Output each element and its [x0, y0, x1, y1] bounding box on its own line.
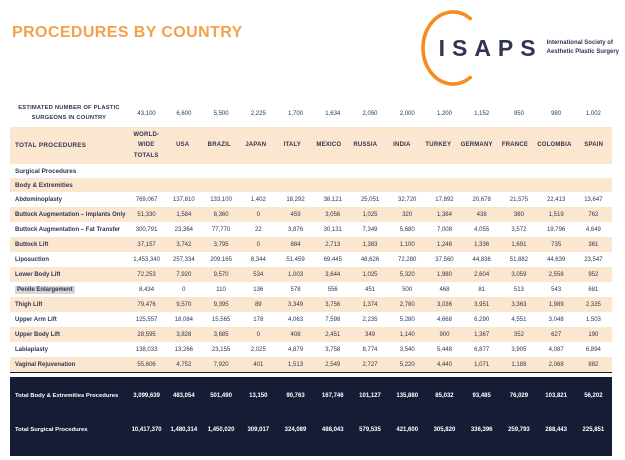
total-cell-value: 1,450,020: [207, 427, 235, 433]
surgeon-count-cell: 1,002: [585, 110, 601, 117]
cell-value: 25,051: [360, 196, 380, 203]
cell-value: 19,796: [546, 226, 566, 233]
surgeon-count-cell: 1,634: [325, 110, 341, 117]
cell-value: 2,604: [474, 271, 490, 278]
cell-value: 468: [439, 286, 450, 293]
cell-value: 6,877: [474, 346, 490, 353]
cell-value: 884: [290, 241, 301, 248]
cell-value: 543: [551, 286, 562, 293]
column-header: JAPAN: [245, 142, 267, 149]
row-label: Buttock Augmentation – Implants Only: [15, 211, 126, 218]
surgeon-count-cell: 950: [513, 110, 524, 117]
surgeon-count-cell: 2,225: [250, 110, 266, 117]
total-cell-value: 10,417,370: [131, 427, 162, 433]
column-header: BRAZIL: [207, 142, 231, 149]
cell-value: 9,570: [213, 271, 229, 278]
surgeon-count-cell: 5,500: [213, 110, 229, 117]
total-cell-value: 579,535: [359, 427, 381, 433]
cell-value: 1,980: [436, 271, 452, 278]
cell-value: 4,649: [585, 226, 601, 233]
cell-value: 32,720: [398, 196, 417, 203]
cell-value: 1,513: [288, 361, 304, 368]
cell-value: 3,056: [325, 211, 341, 218]
cell-value: 8,344: [250, 256, 266, 263]
surgeon-count-cell: 980: [551, 110, 562, 117]
column-header: MEXICO: [316, 142, 342, 149]
cell-value: 3,905: [511, 346, 527, 353]
total-cell-value: 501,490: [210, 393, 232, 399]
cell-value: 1,503: [585, 316, 601, 323]
cell-value: 4,752: [176, 361, 192, 368]
cell-value: 13,266: [174, 346, 194, 353]
cell-value: 190: [588, 331, 599, 338]
cell-value: 3,876: [288, 226, 304, 233]
cell-value: 361: [588, 241, 599, 248]
cell-value: 44,639: [546, 256, 566, 263]
cell-value: 762: [588, 211, 599, 218]
cell-value: 3,828: [176, 331, 192, 338]
cell-value: 627: [551, 331, 562, 338]
cell-value: 3,951: [474, 301, 490, 308]
row-label: Thigh Lift: [15, 301, 43, 308]
cell-value: 110: [216, 286, 226, 293]
column-header: COLOMBIA: [537, 142, 572, 149]
cell-value: 37,560: [435, 256, 454, 263]
cell-value: 133,100: [210, 196, 232, 203]
cell-value: 513: [513, 286, 524, 293]
section-label: Body & Extremities: [15, 181, 73, 189]
cell-value: 137,810: [172, 196, 195, 203]
table-row: [10, 282, 612, 297]
cell-value: 30,131: [323, 226, 342, 233]
table-row: [10, 207, 612, 222]
cell-value: 125,557: [135, 316, 158, 323]
table-row: [10, 297, 612, 312]
cell-value: 48,626: [360, 256, 380, 263]
cell-value: 37,157: [137, 241, 156, 248]
cell-value: 2,068: [548, 361, 564, 368]
cell-value: 20,678: [472, 196, 491, 203]
cell-value: 72,280: [398, 256, 417, 263]
cell-value: 735: [551, 241, 562, 248]
cell-value: 21,575: [509, 196, 529, 203]
cell-value: 6,894: [585, 346, 601, 353]
cell-value: 352: [513, 331, 524, 338]
procedures-table: [10, 100, 612, 456]
cell-value: 51,882: [509, 256, 529, 263]
cell-value: 681: [588, 286, 599, 293]
cell-value: 51,330: [137, 211, 156, 218]
logo-tagline-line2: Aesthetic Plastic Surgery: [546, 49, 619, 55]
page-title: PROCEDURES BY COUNTRY: [12, 24, 243, 41]
cell-value: 13,647: [584, 196, 603, 203]
total-cell-value: 288,443: [545, 427, 567, 433]
cell-value: 900: [439, 331, 450, 338]
cell-value: 3,758: [325, 346, 341, 353]
cell-value: 28,595: [137, 331, 156, 338]
cell-value: 9,395: [213, 301, 229, 308]
cell-value: 8,434: [139, 286, 155, 293]
surgeon-count-cell: 6,600: [176, 110, 192, 117]
cell-value: 3,540: [399, 346, 415, 353]
column-header: SPAIN: [584, 142, 604, 149]
cell-value: 0: [256, 241, 260, 248]
total-cell-value: 305,820: [433, 427, 456, 433]
cell-value: 3,363: [511, 301, 527, 308]
cell-value: 2,235: [362, 316, 378, 323]
total-cell-value: 85,032: [435, 393, 454, 399]
cell-value: 1,071: [474, 361, 490, 368]
table-row: [10, 312, 612, 327]
total-cell-value: 93,485: [472, 393, 491, 399]
cell-value: 18,084: [174, 316, 194, 323]
cell-value: 4,668: [436, 316, 452, 323]
table-row: [10, 252, 612, 267]
table-row: [10, 222, 612, 237]
cell-value: 72,253: [137, 271, 156, 278]
column-header: USA: [176, 142, 190, 149]
cell-value: 8,360: [213, 211, 229, 218]
cell-value: 77,770: [211, 226, 231, 233]
cell-value: 9,570: [176, 301, 192, 308]
cell-value: 22: [254, 226, 262, 233]
cell-value: 380: [513, 211, 524, 218]
totals-block: [10, 377, 612, 456]
cell-value: 51,459: [286, 256, 305, 263]
column-header: TURKEY: [425, 142, 452, 149]
table-row: [10, 342, 612, 357]
cell-value: 1,402: [250, 196, 266, 203]
cell-value: 6,290: [474, 316, 490, 323]
surgeons-row-label: ESTIMATED NUMBER OF PLASTIC SURGEONS IN COUNTRY: [18, 105, 120, 121]
table-row: [10, 237, 612, 252]
cell-value: 408: [290, 331, 301, 338]
cell-value: 2,549: [325, 361, 341, 368]
cell-value: 0: [256, 211, 260, 218]
row-label: Lower Body Lift: [15, 271, 61, 278]
total-cell-value: 421,600: [396, 427, 419, 433]
cell-value: 257,334: [172, 256, 195, 263]
cell-value: 209,165: [210, 256, 232, 263]
cell-value: 7,598: [325, 316, 341, 323]
row-label: Upper Arm Lift: [15, 316, 57, 323]
cell-value: 89: [254, 301, 262, 308]
total-row: [10, 382, 612, 410]
cell-value: 556: [327, 286, 338, 293]
surgeon-count-cell: 2,050: [362, 110, 378, 117]
cell-value: 7,920: [213, 361, 229, 368]
total-cell-value: 56,202: [584, 393, 603, 399]
total-cell-value: 225,851: [582, 427, 605, 433]
highlighted-label: Penile Enlargement: [17, 286, 73, 293]
cell-value: 3,059: [511, 271, 527, 278]
cell-value: 1,367: [474, 331, 490, 338]
cell-value: 44,836: [472, 256, 491, 263]
cell-value: 2,780: [399, 301, 415, 308]
total-cell-value: 483,054: [172, 393, 195, 399]
cell-value: 69,445: [323, 256, 342, 263]
row-label: Buttock Lift: [15, 241, 49, 248]
cell-value: 1,003: [288, 271, 304, 278]
row-label: Vaginal Rejuvenation: [15, 361, 76, 368]
cell-value: 2,025: [250, 346, 266, 353]
cell-value: 79,476: [137, 301, 156, 308]
cell-value: 300,791: [135, 226, 158, 233]
cell-value: 882: [588, 361, 599, 368]
cell-value: 23,547: [584, 256, 603, 263]
total-cell-value: 103,821: [545, 393, 567, 399]
cell-value: 3,572: [511, 226, 527, 233]
cell-value: 769,067: [135, 196, 158, 203]
cell-value: 1,248: [436, 241, 452, 248]
cell-value: 5,320: [399, 271, 415, 278]
cell-value: 459: [290, 211, 301, 218]
cell-value: 1,691: [511, 241, 527, 248]
total-cell-value: 76,029: [509, 393, 529, 399]
total-cell-value: 3,099,639: [133, 393, 160, 399]
row-label: Liposuction: [15, 256, 49, 263]
cell-value: 1,140: [399, 331, 415, 338]
cell-value: 5,220: [399, 361, 415, 368]
column-header: FRANCE: [501, 142, 529, 149]
cell-value: 2,335: [585, 301, 601, 308]
cell-value: 18,292: [286, 196, 305, 203]
cell-value: 320: [402, 211, 413, 218]
cell-value: 5,680: [399, 226, 415, 233]
cell-value: 4,440: [436, 361, 452, 368]
cell-value: 1,519: [548, 211, 564, 218]
cell-value: 3,795: [213, 241, 229, 248]
cell-value: 15,565: [211, 316, 231, 323]
table-row: [10, 327, 612, 342]
logo-tagline: [547, 39, 619, 57]
cell-value: 5,280: [399, 316, 415, 323]
table-row: [10, 267, 612, 282]
cell-value: 55,606: [137, 361, 156, 368]
total-cell-value: 13,150: [249, 393, 268, 399]
cell-value: 1,384: [436, 211, 452, 218]
cell-value: 23,364: [174, 226, 194, 233]
total-cell-value: 259,793: [508, 427, 530, 433]
cell-value: 4,551: [511, 316, 527, 323]
isaps-logo: [419, 4, 619, 92]
row-label: Upper Body Lift: [15, 331, 60, 338]
cell-value: 22,413: [546, 196, 566, 203]
cell-value: 2,727: [362, 361, 378, 368]
cell-value: 1,453,340: [133, 256, 160, 263]
cell-value: 38,121: [323, 196, 342, 203]
column-header: WORLD-WIDE TOTALS: [133, 132, 160, 159]
column-header: RUSSIA: [353, 142, 378, 149]
cell-value: 17,892: [435, 196, 454, 203]
row-label: Labiaplasty: [15, 346, 49, 353]
cell-value: 1,336: [474, 241, 490, 248]
table-header-row: [10, 127, 612, 164]
table-row: [10, 192, 612, 207]
cell-value: 138,033: [135, 346, 158, 353]
total-cell-value: 324,089: [284, 427, 307, 433]
section-label: Surgical Procedures: [15, 167, 77, 175]
cell-value: 2,558: [548, 271, 564, 278]
total-cell-value: 1,480,314: [170, 427, 198, 433]
cell-value: 136: [253, 286, 264, 293]
cell-value: 0: [182, 286, 186, 293]
cell-value: 3,048: [548, 316, 564, 323]
surgeons-row: [10, 100, 612, 127]
surgeon-count-cell: 43,100: [137, 110, 156, 117]
total-row: [10, 410, 612, 450]
cell-value: 1,374: [362, 301, 378, 308]
cell-value: 349: [364, 331, 375, 338]
surgeon-count-cell: 1,200: [436, 110, 452, 117]
cell-value: 4,879: [288, 346, 304, 353]
cell-value: 1,100: [399, 241, 415, 248]
row-label: [10, 287, 128, 293]
cell-value: 4,063: [288, 316, 304, 323]
cell-value: 4,087: [548, 346, 564, 353]
cell-value: 8,774: [362, 346, 378, 353]
cell-value: 0: [256, 331, 260, 338]
cell-value: 500: [402, 286, 413, 293]
total-cell-value: 488,043: [321, 427, 344, 433]
total-cell-value: 101,127: [359, 393, 381, 399]
surgeon-count-cell: 1,152: [474, 110, 490, 117]
total-row-label: Total Body & Extremities Procedures: [15, 393, 119, 399]
cell-value: 1,188: [511, 361, 527, 368]
cell-value: 3,756: [325, 301, 341, 308]
surgeon-count-cell: 2,000: [399, 110, 415, 117]
cell-value: 3,742: [176, 241, 192, 248]
section-surgical-procedures: [10, 164, 612, 178]
section-body-extremities: [10, 178, 612, 192]
cell-value: 438: [476, 211, 487, 218]
cell-value: 23,155: [211, 346, 231, 353]
cell-value: 578: [290, 286, 301, 293]
column-header: ITALY: [283, 142, 301, 149]
total-cell-value: 135,880: [396, 393, 419, 399]
cell-value: 1,989: [548, 301, 564, 308]
cell-value: 2,451: [325, 331, 341, 338]
cell-value: 7,349: [362, 226, 378, 233]
cell-value: 3,349: [288, 301, 304, 308]
total-cell-value: 336,396: [470, 427, 493, 433]
cell-value: 1,584: [176, 211, 192, 218]
cell-value: 3,036: [436, 301, 452, 308]
cell-value: 81: [478, 286, 486, 293]
cell-value: 1,383: [362, 241, 378, 248]
cell-value: 4,055: [474, 226, 490, 233]
cell-value: 3,644: [325, 271, 341, 278]
logo-wordmark: ISAPS: [438, 34, 543, 61]
cell-value: 534: [253, 271, 264, 278]
cell-value: 3,685: [213, 331, 229, 338]
cell-value: 1,025: [362, 211, 378, 218]
row-label: Buttock Augmentation – Fat Transfer: [15, 226, 121, 233]
cell-value: 952: [588, 271, 599, 278]
column-header: GERMANY: [460, 142, 493, 149]
total-cell-value: 309,017: [247, 427, 270, 433]
cell-value: 451: [364, 286, 375, 293]
table-row: [10, 357, 612, 373]
total-procedures-label: TOTAL PROCEDURES: [15, 142, 87, 149]
cell-value: 7,008: [436, 226, 452, 233]
total-cell-value: 167,746: [321, 393, 344, 399]
cell-value: 7,920: [176, 271, 192, 278]
column-header: INDIA: [393, 142, 411, 149]
total-row-label: Total Surgical Procedures: [15, 427, 88, 433]
surgeon-count-cell: 1,700: [288, 110, 304, 117]
cell-value: 401: [253, 361, 264, 368]
cell-value: 2,713: [325, 241, 341, 248]
total-cell-value: 90,763: [286, 393, 305, 399]
cell-value: 178: [253, 316, 264, 323]
logo-tagline-line1: International Society of: [546, 40, 613, 46]
cell-value: 1,025: [362, 271, 378, 278]
cell-value: 5,448: [436, 346, 452, 353]
row-label: Abdominoplasty: [15, 196, 63, 203]
